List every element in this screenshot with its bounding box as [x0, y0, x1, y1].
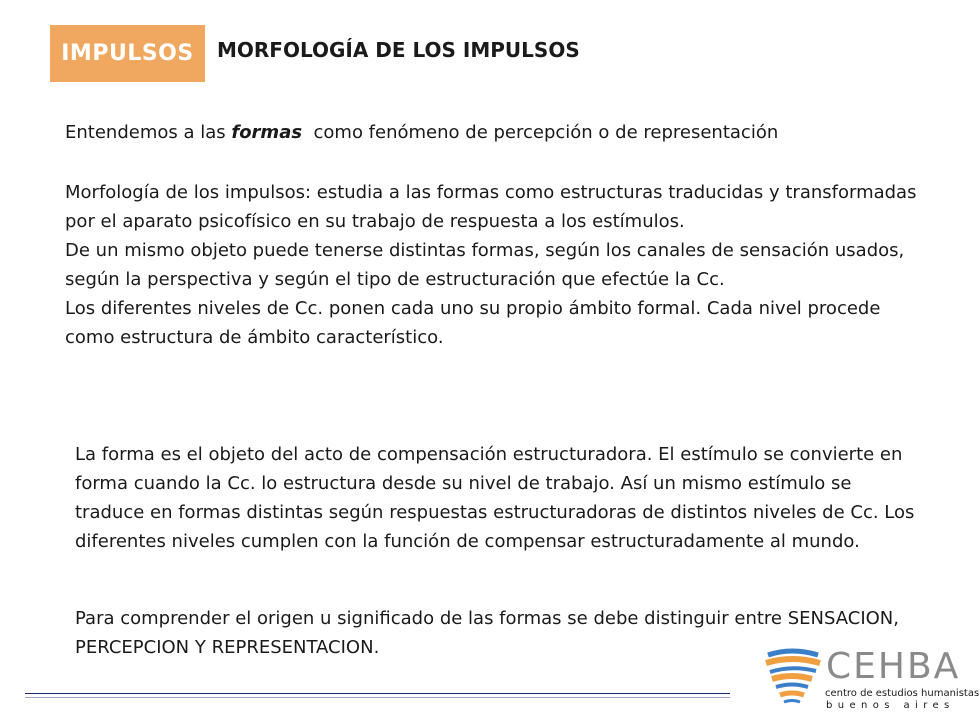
footer-rule — [25, 693, 730, 694]
logo-wordmark: CEHBA — [826, 646, 961, 687]
intro-text-before: Entendemos a las — [65, 122, 232, 143]
intro-emphasis: formas — [231, 122, 303, 143]
morphology-levels: Los diferentes niveles de Cc. ponen cada uno su propio ámbito formal. Cada nivel procede como estructura de ámbito característico. — [65, 298, 881, 348]
footer-rule-secondary — [25, 697, 730, 698]
page-title: MORFOLOGÍA DE LOS IMPULSOS — [217, 38, 580, 62]
logo-city: buenos aires — [826, 700, 955, 711]
logo-subtitle: centro de estudios humanistas — [825, 688, 979, 699]
intro-text-after: como fenómeno de percepción o de representación — [302, 122, 779, 143]
morphology-objects: De un mismo objeto puede tenerse distintas formas, según los canales de sensación usados, según la perspectiva y según el tipo de estructuración que efectúe la Cc. — [65, 240, 905, 290]
morphology-paragraphs — [65, 178, 925, 352]
morphology-definition: Morfología de los impulsos: estudia a las formas como estructuras traducidas y transformadas por el aparato psicofísico en su trabajo de respuesta a los estímulos. — [65, 182, 917, 232]
section-badge-label: IMPULSOS — [61, 41, 194, 66]
form-paragraph: La forma es el objeto del acto de compensación estructuradora. El estímulo se convierte en forma cuando la Cc. lo estructura desde su nivel de trabajo. Así un mismo estímulo se traduce en formas distintas según respuestas estructuradoras de distintos niveles de Cc. Los diferentes niveles cumplen con la función de compensar estructuradamente al mundo. — [75, 444, 915, 552]
section-badge — [50, 25, 205, 82]
closing-paragraph: Para comprender el origen u significado de las formas se debe distinguir entre SENSACION, PERCEPCION Y REPRESENTACION. — [75, 608, 899, 658]
intro-paragraph — [65, 118, 945, 147]
